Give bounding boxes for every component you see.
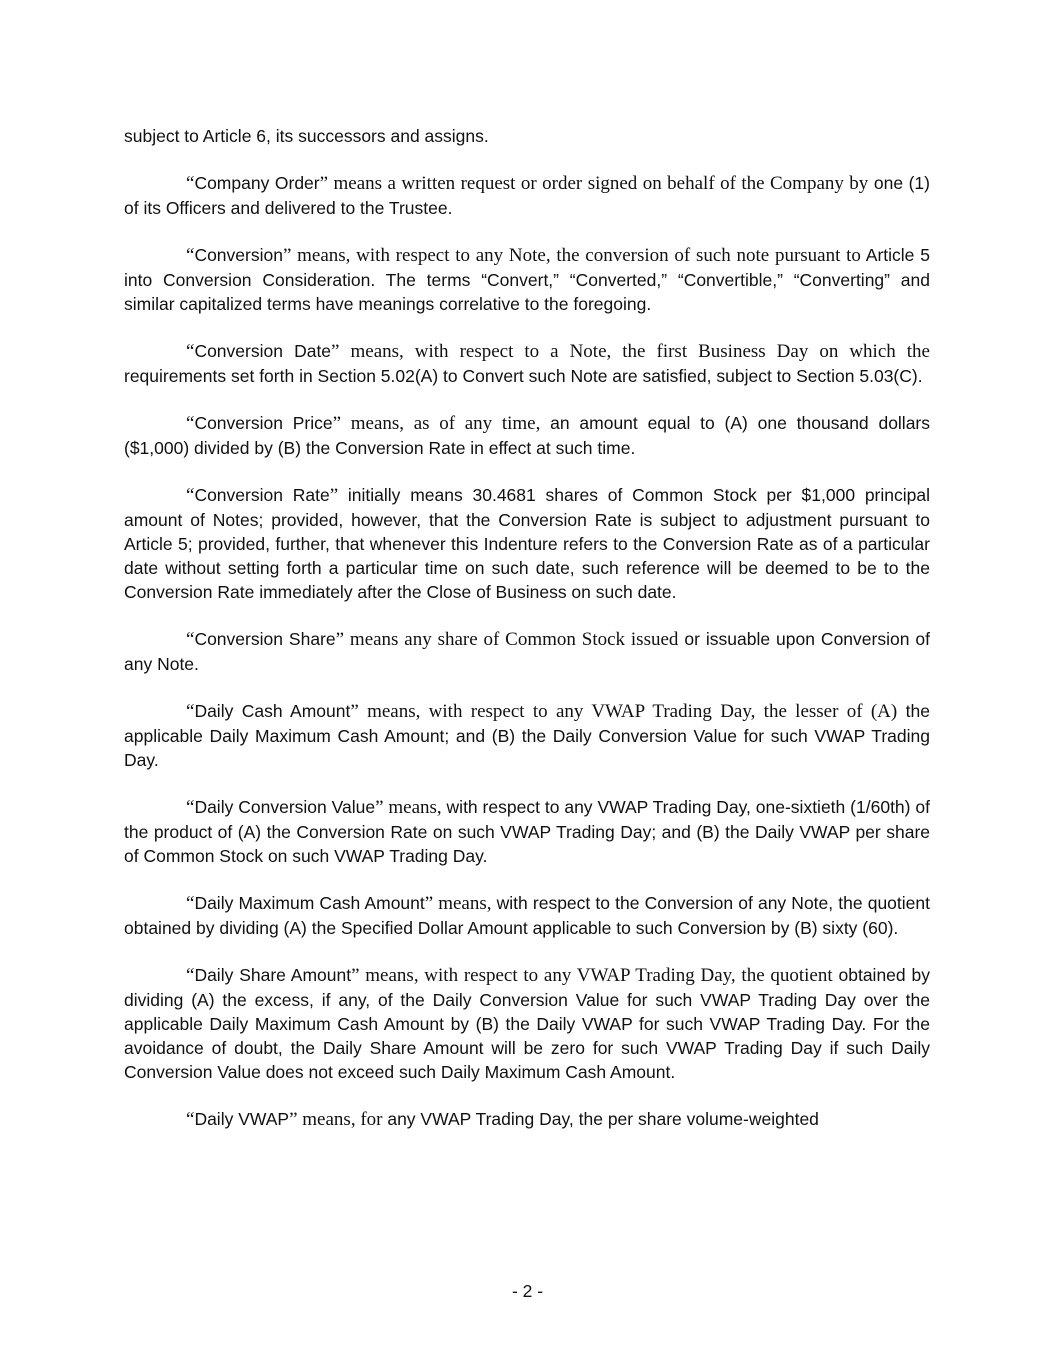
definition-daily-vwap: “Daily VWAP” means, for any VWAP Trading Day, the per share volume-weighted (186, 1109, 819, 1130)
defined-term: Conversion (194, 245, 283, 265)
defined-term: Company Order (194, 173, 320, 193)
defined-term: Daily Share Amount (194, 965, 352, 985)
definition-conversion-price: “Conversion Price” means, as of any time, an amount equal to (A) one thousand dollars ($1,000) divided by (B) the Conversion Rate in effect at such time. (124, 413, 931, 458)
defined-term: Conversion Date (194, 341, 332, 361)
opening-paragraph: subject to Article 6, its successors and assigns. (124, 126, 489, 146)
definition-conversion-rate: “Conversion Rate” initially means 30.4681 shares of Common Stock per $1,000 principal amount of Notes; provided, however, that the Conversion Rate is subject to adjustment pursuant to Article 5; provided, further, that whenever this Indenture refers to the Conversion Rate as of a particular date without setting forth a particular time on such date, such reference will be deemed to be to the Conversion Rate immediately after the Close of Business on such date. (124, 485, 930, 602)
definition-daily-cash-amount: “Daily Cash Amount” means, with respect to any VWAP Trading Day, the lesser of (A) the applicable Daily Maximum Cash Amount; and (B) the Daily Conversion Value for such VWAP Trading Day. (124, 701, 930, 770)
definition-daily-share-amount: “Daily Share Amount” means, with respect to any VWAP Trading Day, the quotient obtained by dividing (A) the excess, if any, of the Daily Conversion Value for such VWAP Trading Day over the applicable Daily Maximum Cash Amount by (B) the Daily VWAP for such VWAP Trading Day. For the avoidance of doubt, the Daily Share Amount will be zero for such VWAP Trading Day if such Daily Conversion Value does not exceed such Daily Maximum Cash Amount. (124, 965, 930, 1082)
definition-daily-conversion-value: “Daily Conversion Value” means, with respect to any VWAP Trading Day, one-sixtieth (1/60th) of the product of (A) the Conversion Rate on such VWAP Trading Day; and (B) the Daily VWAP per share of Common Stock on such VWAP Trading Day. (124, 797, 930, 866)
definition-company-order: “Company Order” means a written request or order signed on behalf of the Company by one (1) of its Officers and delivered to the Trustee. (124, 173, 930, 218)
definition-daily-maximum-cash-amount: “Daily Maximum Cash Amount” means, with respect to the Conversion of any Note, the quotient obtained by dividing (A) the Specified Dollar Amount applicable to such Conversion by (B) sixty (60). (124, 893, 930, 938)
defined-term: Daily Maximum Cash Amount (194, 893, 425, 913)
defined-term: Daily Conversion Value (194, 797, 376, 817)
defined-term: Daily Cash Amount (194, 701, 351, 721)
document-body (124, 124, 930, 1155)
definition-conversion-share: “Conversion Share” means any share of Common Stock issued or issuable upon Conversion of any Note. (124, 629, 930, 674)
page-number: - 2 - (511, 1281, 544, 1301)
definition-conversion: “Conversion” means, with respect to any Note, the conversion of such note pursuant to Article 5 into Conversion Consideration. The terms “Convert,” “Converted,” “Convertible,” “Converting” and similar capitalized terms have meanings correlative to the foregoing. (124, 245, 930, 314)
defined-term: Daily VWAP (194, 1109, 290, 1129)
defined-term: Conversion Share (194, 629, 336, 649)
defined-term: Conversion Price (194, 413, 333, 433)
definition-conversion-date: “Conversion Date” means, with respect to a Note, the first Business Day on which the requirements set forth in Section 5.02(A) to Convert such Note are satisfied, subject to Section 5.03(C). (124, 341, 930, 386)
defined-term: Conversion Rate (194, 485, 330, 505)
